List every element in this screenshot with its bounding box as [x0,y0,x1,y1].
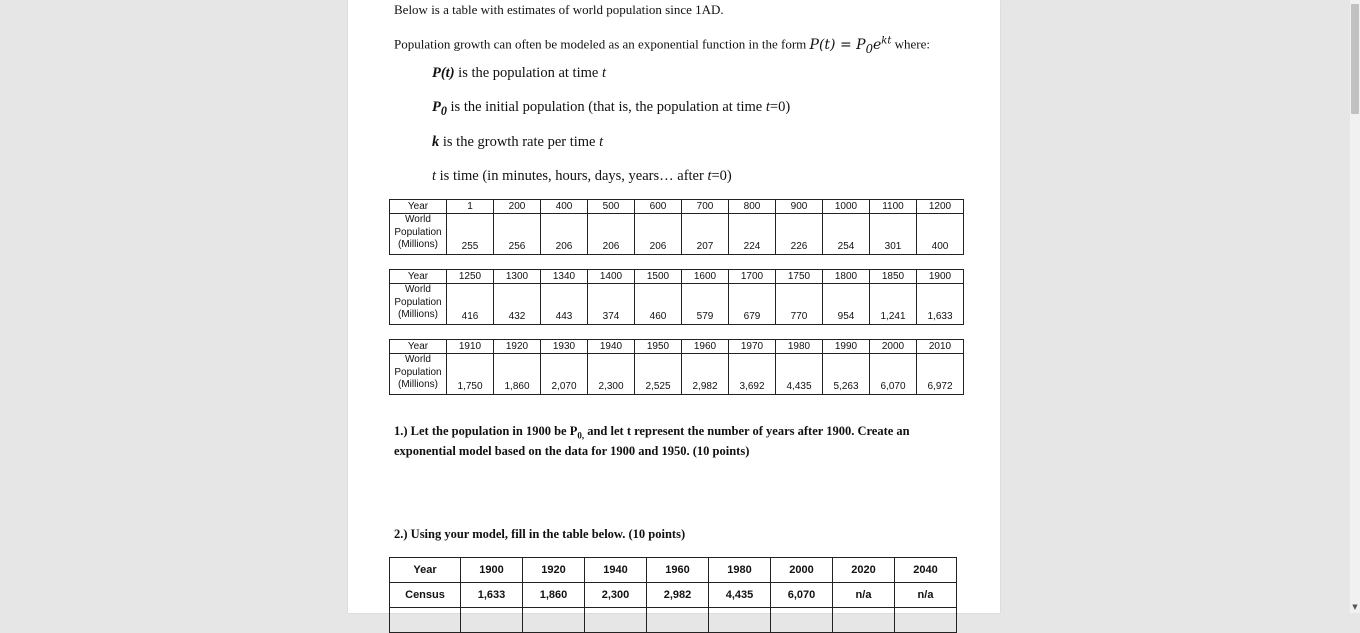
year-cell: 1920 [494,340,541,354]
question-1-line-2: exponential model based on the data for 1900 and 1950. (10 points) [394,443,750,458]
fill-year-cell: 2000 [771,558,833,583]
year-row [390,270,964,284]
fill-model-cell[interactable] [709,608,771,633]
fill-model-cell[interactable] [647,608,709,633]
year-cell: 1400 [588,270,635,284]
population-cell: 2,070 [541,354,588,395]
question-1 [394,424,910,459]
definition-text: is the initial population (that is, the population at time [446,99,766,115]
year-cell: 1600 [682,270,729,284]
year-cell: 700 [682,200,729,214]
population-cell: 1,860 [494,354,541,395]
year-cell: 900 [776,200,823,214]
fill-census-cell: n/a [895,583,957,608]
definition-var: t [601,65,606,81]
fill-year-cell: 1920 [523,558,585,583]
fill-census-cell: 1,633 [461,583,523,608]
formula-subscript: 0 [865,41,873,56]
population-label [390,214,447,255]
fill-model-label [390,608,461,633]
population-label-line: (Millions) [398,379,438,390]
definition-tail: =0) [769,99,791,115]
formula-exponent: kt [881,35,892,46]
definition-term: t [432,168,437,184]
question-2: 2.) Using your model, fill in the table below. (10 points) [394,527,686,541]
population-cell: 206 [635,214,682,255]
fill-year-row [390,558,957,583]
year-cell: 1940 [588,340,635,354]
population-cell: 256 [494,214,541,255]
scroll-down-arrow-icon[interactable]: ▼ [1352,603,1358,611]
definition-sub: 0 [440,103,447,118]
fill-census-row [390,583,957,608]
definition-pt [432,65,606,82]
intro-line: Below is a table with estimates of world population since 1AD. [394,2,724,17]
population-cell: 224 [729,214,776,255]
population-label [390,284,447,325]
definition-t [432,168,732,185]
population-cell: 226 [776,214,823,255]
question-1-line-1 [394,424,910,444]
fill-census-label: Census [390,583,461,608]
vertical-scrollbar[interactable] [1350,0,1360,613]
population-row [390,284,964,325]
year-cell: 1950 [635,340,682,354]
population-cell: 954 [823,284,870,325]
document-page [348,0,1000,613]
fill-model-row [390,608,957,633]
scrollbar-thumb[interactable] [1351,4,1359,114]
fill-census-cell: 2,300 [585,583,647,608]
definition-tail: =0) [711,168,732,184]
definition-k [432,134,603,151]
population-cell: 2,982 [682,354,729,395]
year-cell: 1970 [729,340,776,354]
year-cell: 600 [635,200,682,214]
year-cell: 1250 [447,270,494,284]
population-table-1 [389,199,964,255]
year-cell: 1700 [729,270,776,284]
year-cell: 2000 [870,340,917,354]
population-cell: 432 [494,284,541,325]
model-fill-table [389,557,957,633]
year-cell: 1340 [541,270,588,284]
population-cell: 6,972 [917,354,964,395]
population-cell: 443 [541,284,588,325]
fill-census-cell: 4,435 [709,583,771,608]
fill-model-cell[interactable] [523,608,585,633]
fill-model-cell[interactable] [461,608,523,633]
question-1-text-a: 1.) Let the population in 1900 be P [394,424,578,438]
fill-year-cell: 1900 [461,558,523,583]
definition-text: is time (in minutes, hours, days, years… after [436,168,708,184]
population-label-line: Population [394,226,442,238]
formula-lhs: P(t) = P [809,36,866,53]
year-label: Year [390,340,447,354]
population-cell: 3,692 [729,354,776,395]
population-cell: 416 [447,284,494,325]
year-label: Year [390,200,447,214]
population-table-2 [389,269,964,325]
population-cell: 207 [682,214,729,255]
population-cell: 374 [588,284,635,325]
population-cell: 6,070 [870,354,917,395]
question-1-sub: 0, [577,430,585,441]
population-label-line: World [405,284,431,295]
population-cell: 400 [917,214,964,255]
population-cell: 460 [635,284,682,325]
fill-year-cell: 2040 [895,558,957,583]
year-cell: 1850 [870,270,917,284]
population-row [390,354,964,395]
question-1-text-b: and let t represent the number of years after 1900. Create an [584,424,910,438]
definition-var: t [707,168,712,184]
population-cell: 4,435 [776,354,823,395]
fill-model-cell[interactable] [771,608,833,633]
year-cell: 1300 [494,270,541,284]
definition-term: k [432,134,440,150]
population-cell: 254 [823,214,870,255]
year-cell: 1100 [870,200,917,214]
population-cell: 2,525 [635,354,682,395]
population-label-line: World [405,354,431,365]
population-cell: 1,241 [870,284,917,325]
population-label-line: (Millions) [398,309,438,320]
fill-census-cell: n/a [833,583,895,608]
year-cell: 1000 [823,200,870,214]
definition-term: P [432,99,441,115]
fill-year-cell: 1960 [647,558,709,583]
year-cell: 1 [447,200,494,214]
fill-census-cell: 1,860 [523,583,585,608]
model-intro-line [394,35,930,55]
population-cell: 206 [541,214,588,255]
year-cell: 800 [729,200,776,214]
population-label-line: Population [394,366,442,378]
year-cell: 1980 [776,340,823,354]
year-label: Year [390,270,447,284]
year-row [390,340,964,354]
year-cell: 1930 [541,340,588,354]
model-intro-suffix: where: [891,36,930,52]
year-cell: 1800 [823,270,870,284]
fill-model-cell[interactable] [833,608,895,633]
population-cell: 2,300 [588,354,635,395]
fill-year-cell: 1980 [709,558,771,583]
population-cell: 1,750 [447,354,494,395]
year-cell: 2010 [917,340,964,354]
year-row [390,200,964,214]
fill-year-cell: 2020 [833,558,895,583]
population-cell: 5,263 [823,354,870,395]
year-cell: 1750 [776,270,823,284]
definition-text: is the growth rate per time [439,134,600,150]
population-cell: 770 [776,284,823,325]
population-cell: 579 [682,284,729,325]
fill-census-cell: 6,070 [771,583,833,608]
definition-text: is the population at time [454,65,602,81]
year-cell: 1200 [917,200,964,214]
fill-census-cell: 2,982 [647,583,709,608]
population-label [390,354,447,395]
exponential-formula [809,35,892,56]
fill-model-cell[interactable] [585,608,647,633]
population-label-line: (Millions) [398,239,438,250]
year-cell: 1900 [917,270,964,284]
population-cell: 206 [588,214,635,255]
population-cell: 301 [870,214,917,255]
year-cell: 1910 [447,340,494,354]
definition-term: P(t) [432,65,455,81]
year-cell: 1990 [823,340,870,354]
population-cell: 1,633 [917,284,964,325]
population-table-3 [389,339,964,395]
year-cell: 500 [588,200,635,214]
model-intro-prefix: Population growth can often be modeled as an exponential function in the form [394,36,810,52]
population-label-line: World [405,214,431,225]
fill-year-cell: 1940 [585,558,647,583]
year-cell: 1500 [635,270,682,284]
year-cell: 400 [541,200,588,214]
formula-base: e [872,36,882,53]
year-cell: 1960 [682,340,729,354]
population-cell: 679 [729,284,776,325]
fill-year-label: Year [390,558,461,583]
year-cell: 200 [494,200,541,214]
population-row [390,214,964,255]
definition-p0 [432,99,790,119]
definition-var: t [765,99,770,115]
population-label-line: Population [394,296,442,308]
definition-var: t [599,134,604,150]
population-cell: 255 [447,214,494,255]
fill-model-cell[interactable] [895,608,957,633]
